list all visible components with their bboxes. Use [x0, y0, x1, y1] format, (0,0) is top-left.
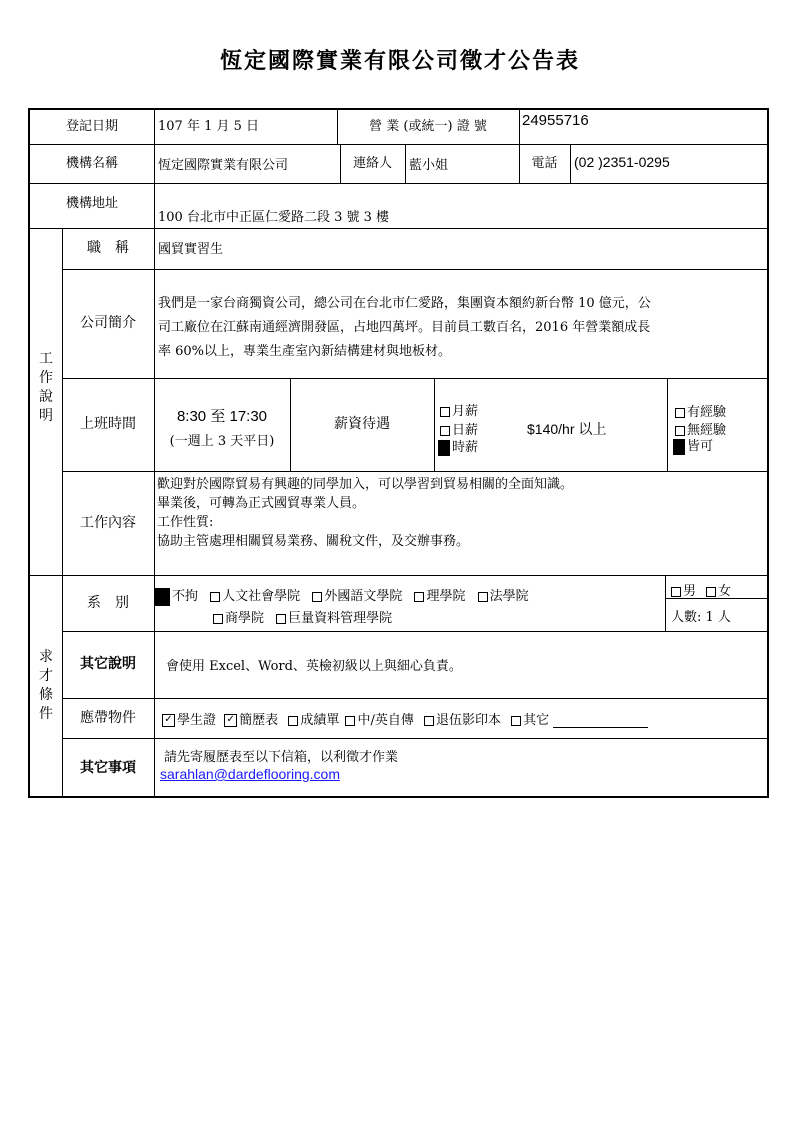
- job-section-label: [30, 350, 62, 440]
- checkbox-icon[interactable]: [675, 426, 685, 436]
- pay-hourly-text: 時薪: [452, 440, 479, 455]
- content-label: 工作內容: [80, 515, 136, 531]
- license-value: 24955716: [522, 112, 589, 129]
- content-line: 協助主管處理相關貿易業務、關稅文件，及交辦事務。: [157, 534, 470, 549]
- req-section-char: 件: [39, 706, 53, 722]
- row-divider: [665, 598, 767, 599]
- col-divider: [434, 378, 435, 471]
- checkbox-icon[interactable]: [345, 716, 355, 726]
- dept-opt: 理學院: [426, 589, 466, 604]
- req-section-char: 條: [39, 687, 53, 703]
- col-divider: [154, 228, 155, 798]
- contact-label: 連絡人: [352, 156, 392, 171]
- address-value: 100 台北市中正區仁愛路二段 3 號 3 樓: [158, 210, 390, 225]
- col-divider: [665, 575, 666, 631]
- job-section-char: 作: [39, 370, 53, 386]
- other-item-blank[interactable]: [553, 715, 648, 728]
- checked-box-icon[interactable]: [673, 439, 685, 455]
- pay-amount: $140/hr 以上: [527, 421, 607, 437]
- checkbox-icon[interactable]: [213, 614, 223, 624]
- pay-daily-text: 日薪: [452, 423, 479, 438]
- dept-opt: 商學院: [225, 611, 265, 626]
- item-text: 中/英自傳: [357, 713, 414, 728]
- pay-hourly-option[interactable]: [438, 436, 558, 456]
- items-label: 應帶物件: [80, 710, 136, 726]
- checked-checkbox-icon[interactable]: ✓: [224, 714, 237, 727]
- req-section-char: 才: [39, 668, 53, 684]
- checkbox-icon[interactable]: [440, 426, 450, 436]
- license-label: 營 業 (或統一) 證 號: [369, 119, 487, 134]
- content-line: 工作性質:: [157, 515, 214, 530]
- job-section-char: 工: [39, 351, 53, 367]
- item-text: 簡歷表: [239, 713, 279, 728]
- dept-opt: 人文社會學院: [222, 589, 301, 604]
- checked-checkbox-icon[interactable]: ✓: [162, 714, 175, 727]
- col-divider: [519, 110, 520, 144]
- page-title: 恆定國際實業有限公司徵才公告表: [219, 48, 580, 74]
- col-divider: [154, 110, 155, 228]
- row-divider: [30, 183, 767, 184]
- gender-male: 男: [683, 584, 697, 599]
- gender-options: [671, 580, 765, 598]
- content-line: 歡迎對於國際貿易有興趣的同學加入，可以學習到貿易相關的全面知識。: [157, 477, 574, 492]
- col-divider: [570, 144, 571, 183]
- exp-both-text: 皆可: [687, 439, 714, 454]
- email-link[interactable]: sarahlan@dardeflooring.com: [160, 766, 340, 782]
- intro-label: 公司簡介: [80, 315, 136, 331]
- checkbox-icon[interactable]: [671, 587, 681, 597]
- checkbox-icon[interactable]: [478, 592, 488, 602]
- date-value: 107 年 1 月 5 日: [158, 119, 260, 134]
- item-text: 成績單: [300, 713, 340, 728]
- checkbox-icon[interactable]: [276, 614, 286, 624]
- other-value: 會使用 Excel、Word、英檢初級以上與細心負責。: [166, 659, 462, 674]
- dept-label: 系 別: [87, 595, 129, 611]
- hours-label: 上班時間: [80, 416, 136, 432]
- job-title-value: 國貿實習生: [158, 242, 224, 257]
- date-label: 登記日期: [65, 119, 118, 134]
- dept-opt: 外國語文學院: [324, 589, 403, 604]
- checked-box-icon[interactable]: [438, 440, 450, 456]
- org-name-label: 機構名稱: [65, 156, 118, 171]
- headcount: 人數: 1 人: [671, 610, 731, 625]
- org-name-value: 恆定國際實業有限公司: [158, 158, 289, 173]
- intro-text: [158, 292, 765, 372]
- checked-box-icon[interactable]: [154, 588, 170, 606]
- dept-opt: 巨量資料管理學院: [288, 611, 393, 626]
- job-title-label: 職 稱: [87, 240, 129, 256]
- dept-options-line1: [154, 585, 664, 605]
- gender-female: 女: [718, 584, 732, 599]
- content-text: [157, 475, 764, 571]
- email-container: [160, 766, 750, 788]
- pay-monthly-option[interactable]: [440, 400, 560, 418]
- job-section-char: 明: [39, 408, 53, 424]
- checkbox-icon[interactable]: [511, 716, 521, 726]
- intro-line: 率 60%以上，專業生產室內新結構建材與地板材。: [158, 344, 452, 359]
- exp-both-option[interactable]: [673, 435, 763, 455]
- checkbox-icon[interactable]: [440, 407, 450, 417]
- dept-any: 不拘: [172, 589, 199, 604]
- checkbox-icon[interactable]: [706, 587, 716, 597]
- row-divider: [62, 631, 767, 632]
- items-options: [162, 709, 762, 729]
- checkbox-icon[interactable]: [312, 592, 322, 602]
- row-divider: [62, 698, 767, 699]
- dept-options-line2: [213, 607, 663, 627]
- pay-monthly-text: 月薪: [452, 404, 479, 419]
- requirements-section-label: [30, 648, 62, 738]
- exp-yes-option[interactable]: [675, 401, 765, 419]
- checkbox-icon[interactable]: [210, 592, 220, 602]
- exp-yes-text: 有經驗: [687, 405, 727, 420]
- intro-line: 司工廠位在江蘇南通經濟開發區，占地四萬坪。目前員工數百名，2016 年營業額成長: [158, 320, 651, 335]
- checkbox-icon[interactable]: [675, 408, 685, 418]
- intro-line: 我們是一家台商獨資公司，總公司在台北市仁愛路，集團資本額約新台幣 10 億元，公: [158, 296, 651, 311]
- recruitment-form: [28, 108, 769, 798]
- item-text: 其它: [523, 713, 550, 728]
- phone-label: 電話: [531, 156, 558, 171]
- row-divider: [62, 269, 767, 270]
- row-divider: [62, 738, 767, 739]
- hours-note: (一週上 3 天平日): [169, 434, 275, 449]
- req-section-char: 求: [39, 649, 53, 665]
- notes-value: 請先寄履歷表至以下信箱，以利徵才作業: [164, 750, 399, 765]
- item-text: 退伍影印本: [436, 713, 502, 728]
- checkbox-icon[interactable]: [414, 592, 424, 602]
- checkbox-icon[interactable]: [424, 716, 434, 726]
- exp-no-text: 無經驗: [687, 423, 727, 438]
- notes-label: 其它事項: [80, 760, 136, 776]
- hours-value: 8:30 至 17:30: [176, 408, 268, 425]
- phone-value: (02 )2351-0295: [574, 154, 670, 170]
- pay-label: 薪資待遇: [334, 416, 390, 432]
- job-section-char: 說: [39, 389, 53, 405]
- contact-value: 藍小姐: [409, 158, 449, 173]
- other-label: 其它說明: [80, 656, 136, 672]
- row-divider: [62, 471, 767, 472]
- col-divider: [405, 144, 406, 183]
- address-label: 機構地址: [65, 196, 118, 211]
- content-line: 畢業後，可轉為正式國貿專業人員。: [157, 496, 366, 511]
- checkbox-icon[interactable]: [288, 716, 298, 726]
- col-divider: [667, 378, 668, 471]
- item-text: 學生證: [177, 713, 217, 728]
- dept-opt: 法學院: [489, 589, 529, 604]
